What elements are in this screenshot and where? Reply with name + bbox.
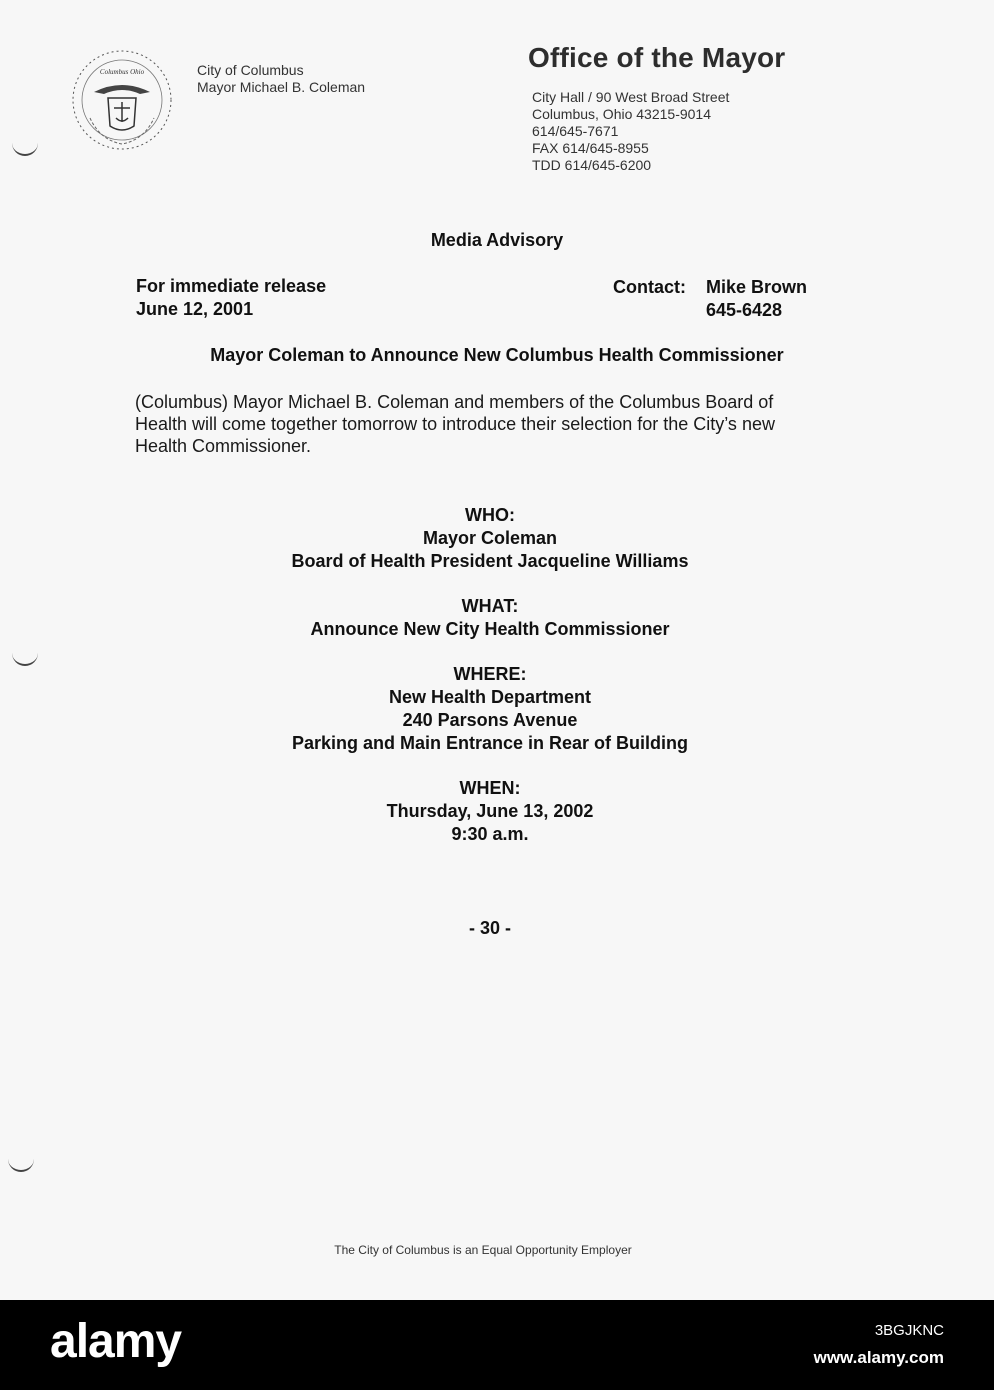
body-paragraph [135, 391, 865, 457]
body-line: (Columbus) Mayor Michael B. Coleman and members of the Columbus Board of [135, 392, 774, 412]
what-section [190, 595, 790, 641]
headline: Mayor Coleman to Announce New Columbus Health Commissioner [210, 345, 784, 365]
contact-label: Contact: [613, 277, 686, 297]
release-info [136, 275, 326, 321]
office-address [532, 89, 729, 174]
when-label: WHEN: [459, 778, 521, 798]
where-line: 240 Parsons Avenue [402, 710, 578, 730]
where-line: New Health Department [388, 687, 592, 707]
release-label: For immediate release [136, 276, 327, 296]
address-line: 614/645-7671 [532, 123, 619, 139]
release-date: June 12, 2001 [136, 299, 254, 319]
city-name: City of Columbus [197, 62, 304, 78]
city-letterhead [197, 62, 365, 96]
image-id: 3BGJKNC [874, 1322, 944, 1339]
binder-hole [12, 140, 38, 156]
contact-name: Mike Brown [706, 277, 808, 297]
mayor-name: Mayor Michael B. Coleman [197, 79, 366, 95]
city-seal-icon [70, 48, 174, 152]
when-line: Thursday, June 13, 2002 [386, 801, 594, 821]
watermark-bar [0, 1300, 994, 1390]
binder-hole [8, 1156, 34, 1172]
where-section [190, 663, 790, 755]
media-advisory-label: Media Advisory [430, 230, 564, 250]
office-title: Office of the Mayor [528, 42, 786, 73]
body-line: Health will come together tomorrow to introduce their selection for the City’s new [135, 414, 775, 434]
what-label: WHAT: [461, 596, 519, 616]
what-line: Announce New City Health Commissioner [310, 619, 670, 639]
svg-text:Columbus Ohio: Columbus Ohio [99, 68, 145, 76]
address-line: City Hall / 90 West Broad Street [532, 89, 730, 105]
address-line: Columbus, Ohio 43215-9014 [532, 106, 712, 122]
contact-phone: 645-6428 [706, 300, 783, 320]
address-line: TDD 614/645-6200 [532, 157, 652, 173]
who-section [190, 504, 790, 573]
who-label: WHO: [465, 505, 515, 525]
when-line: 9:30 a.m. [451, 824, 529, 844]
who-line: Mayor Coleman [422, 528, 558, 548]
binder-hole [12, 650, 38, 666]
address-line: FAX 614/645-8955 [532, 140, 649, 156]
footer-note: The City of Columbus is an Equal Opportunity Employer [334, 1243, 632, 1257]
body-line: Health Commissioner. [135, 436, 312, 456]
where-line: Parking and Main Entrance in Rear of Building [291, 733, 689, 753]
when-section [190, 777, 790, 846]
end-mark: - 30 - [468, 918, 511, 938]
alamy-logo: alamy [50, 1315, 182, 1368]
event-details [190, 504, 790, 868]
who-line: Board of Health President Jacqueline Williams [291, 551, 689, 571]
where-label: WHERE: [453, 664, 527, 684]
watermark-url: www.alamy.com [813, 1348, 944, 1367]
